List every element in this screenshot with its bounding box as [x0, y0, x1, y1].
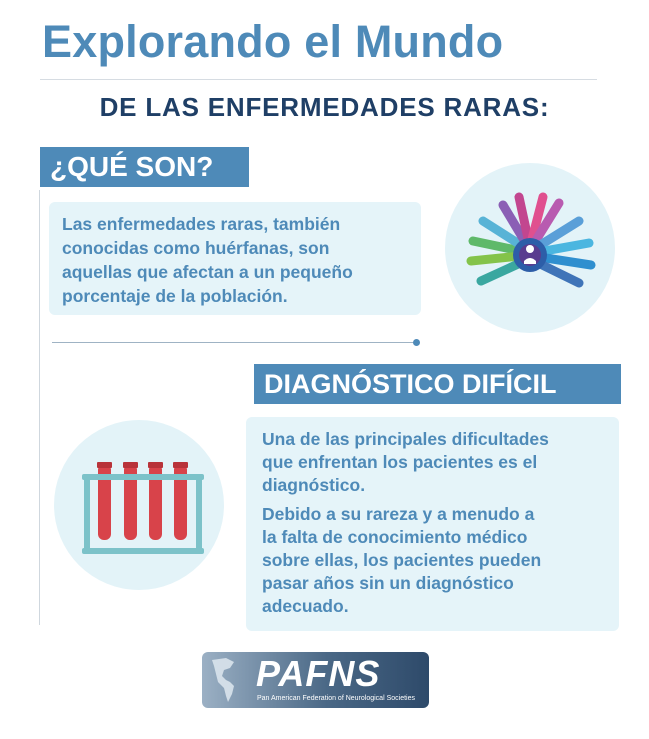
title-divider [40, 79, 597, 80]
logo-tagline: Pan American Federation of Neurological Societies [257, 695, 415, 702]
test-tubes-icon [54, 420, 224, 590]
section-heading-diagnosis: DIAGNÓSTICO DIFÍCIL [254, 364, 621, 404]
diagnosis-paragraph-1 [262, 428, 611, 497]
definition-line: aquellas que afectan a un pequeño [62, 262, 353, 282]
pafns-logo [202, 652, 429, 708]
definition-line: porcentaje de la población. [62, 286, 288, 306]
diagnosis-line: Debido a su rareza y a menudo a [262, 504, 535, 524]
page-title: Explorando el Mundo [42, 16, 504, 67]
diagnosis-line: sobre ellas, los pacientes pueden [262, 550, 542, 570]
hands-circle [445, 163, 615, 333]
tubes-circle [54, 420, 224, 590]
diagnosis-line: pasar años sin un diagnóstico [262, 573, 514, 593]
timeline-line [39, 190, 40, 625]
diagnosis-line: adecuado. [262, 596, 349, 616]
definition-line: conocidas como huérfanas, son [62, 238, 330, 258]
separator-dot [413, 339, 420, 346]
americas-map-icon [208, 656, 252, 704]
diagnosis-line: que enfrentan los pacientes es el [262, 452, 538, 472]
diagnosis-box [246, 417, 619, 631]
definition-line: Las enfermedades raras, también [62, 214, 341, 234]
page-subtitle: DE LAS ENFERMEDADES RARAS: [99, 92, 550, 122]
logo-name: PAFNS [256, 653, 381, 694]
section-heading-what: ¿QUÉ SON? [40, 147, 249, 187]
section-separator [52, 342, 415, 343]
diagnosis-line: diagnóstico. [262, 475, 366, 495]
diagnosis-line: Una de las principales dificultades [262, 429, 549, 449]
diagnosis-paragraph-2 [262, 503, 611, 618]
diagnosis-line: la falta de conocimiento médico [262, 527, 528, 547]
definition-box [49, 202, 421, 315]
colorful-hands-icon [445, 163, 615, 333]
